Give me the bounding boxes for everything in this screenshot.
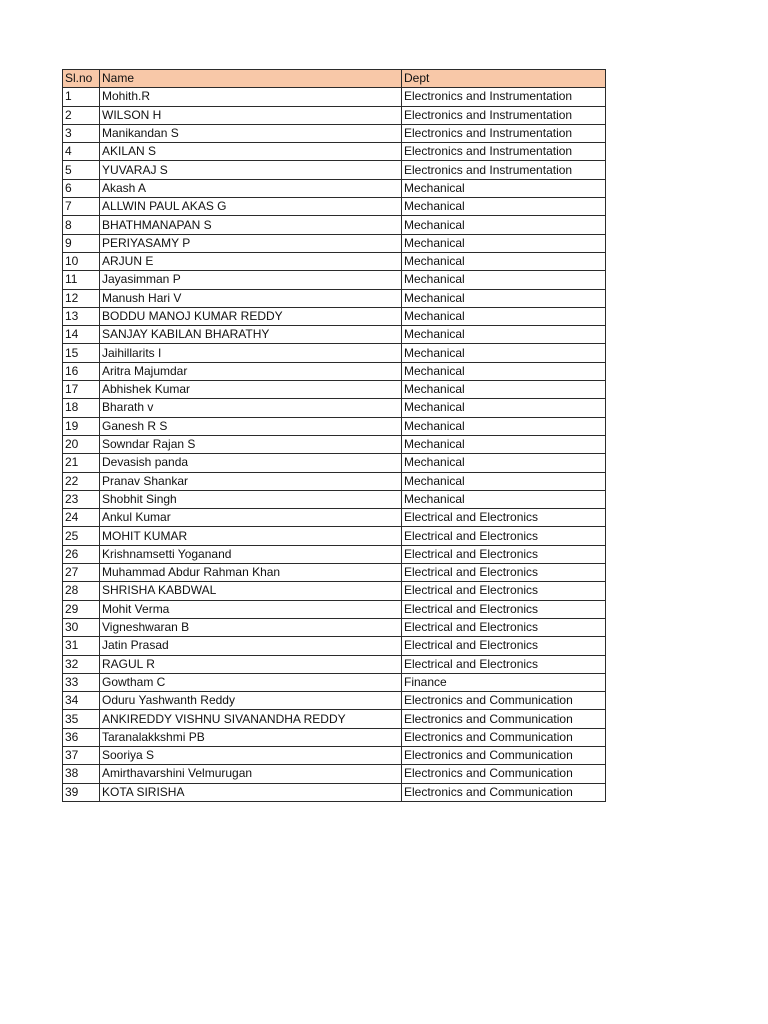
cell-name: Jatin Prasad — [100, 637, 402, 655]
cell-dept: Mechanical — [402, 472, 606, 490]
cell-name: Muhammad Abdur Rahman Khan — [100, 564, 402, 582]
cell-dept: Electronics and Instrumentation — [402, 161, 606, 179]
cell-name: Ganesh R S — [100, 417, 402, 435]
cell-name: Devasish panda — [100, 454, 402, 472]
cell-slno: 35 — [63, 710, 100, 728]
cell-dept: Mechanical — [402, 490, 606, 508]
cell-name: Amirthavarshini Velmurugan — [100, 765, 402, 783]
table-row — [63, 490, 606, 508]
cell-name: Manush Hari V — [100, 289, 402, 307]
table-row — [63, 417, 606, 435]
table-row — [63, 161, 606, 179]
table-row — [63, 728, 606, 746]
cell-name: Gowtham C — [100, 673, 402, 691]
cell-slno: 13 — [63, 307, 100, 325]
cell-name: Pranav Shankar — [100, 472, 402, 490]
cell-slno: 12 — [63, 289, 100, 307]
cell-slno: 15 — [63, 344, 100, 362]
cell-slno: 33 — [63, 673, 100, 691]
cell-name: KOTA SIRISHA — [100, 783, 402, 801]
table-row — [63, 454, 606, 472]
cell-name: YUVARAJ S — [100, 161, 402, 179]
cell-name: Aritra Majumdar — [100, 362, 402, 380]
cell-dept: Electronics and Communication — [402, 692, 606, 710]
table-row — [63, 271, 606, 289]
cell-name: PERIYASAMY P — [100, 234, 402, 252]
table-row — [63, 710, 606, 728]
cell-slno: 39 — [63, 783, 100, 801]
table-row — [63, 252, 606, 270]
cell-dept: Mechanical — [402, 417, 606, 435]
cell-slno: 37 — [63, 746, 100, 764]
cell-name: Mohit Verma — [100, 600, 402, 618]
cell-name: Sowndar Rajan S — [100, 435, 402, 453]
cell-slno: 20 — [63, 435, 100, 453]
table-row — [63, 435, 606, 453]
table-row — [63, 124, 606, 142]
cell-dept: Mechanical — [402, 289, 606, 307]
cell-slno: 5 — [63, 161, 100, 179]
table-row — [63, 564, 606, 582]
table-row — [63, 307, 606, 325]
cell-slno: 22 — [63, 472, 100, 490]
cell-dept: Mechanical — [402, 399, 606, 417]
cell-dept: Electrical and Electronics — [402, 655, 606, 673]
cell-name: Shobhit Singh — [100, 490, 402, 508]
table-row — [63, 106, 606, 124]
cell-slno: 11 — [63, 271, 100, 289]
cell-name: Sooriya S — [100, 746, 402, 764]
cell-slno: 17 — [63, 381, 100, 399]
cell-slno: 36 — [63, 728, 100, 746]
cell-slno: 32 — [63, 655, 100, 673]
cell-name: Oduru Yashwanth Reddy — [100, 692, 402, 710]
table-row — [63, 545, 606, 563]
cell-slno: 10 — [63, 252, 100, 270]
cell-name: Jayasimman P — [100, 271, 402, 289]
table-row — [63, 692, 606, 710]
cell-dept: Mechanical — [402, 234, 606, 252]
table-row — [63, 783, 606, 801]
cell-dept: Mechanical — [402, 381, 606, 399]
table-row — [63, 618, 606, 636]
cell-dept: Mechanical — [402, 344, 606, 362]
cell-dept: Mechanical — [402, 435, 606, 453]
cell-name: SANJAY KABILAN BHARATHY — [100, 326, 402, 344]
cell-slno: 18 — [63, 399, 100, 417]
table-row — [63, 362, 606, 380]
cell-name: BODDU MANOJ KUMAR REDDY — [100, 307, 402, 325]
cell-slno: 31 — [63, 637, 100, 655]
cell-dept: Electronics and Communication — [402, 746, 606, 764]
cell-name: AKILAN S — [100, 143, 402, 161]
cell-name: Bharath v — [100, 399, 402, 417]
cell-slno: 25 — [63, 527, 100, 545]
cell-dept: Mechanical — [402, 326, 606, 344]
cell-slno: 16 — [63, 362, 100, 380]
cell-slno: 28 — [63, 582, 100, 600]
cell-name: Krishnamsetti Yoganand — [100, 545, 402, 563]
cell-dept: Mechanical — [402, 362, 606, 380]
cell-name: Abhishek Kumar — [100, 381, 402, 399]
cell-dept: Electrical and Electronics — [402, 600, 606, 618]
cell-slno: 26 — [63, 545, 100, 563]
table-row — [63, 216, 606, 234]
cell-name: Mohith.R — [100, 88, 402, 106]
table-row — [63, 600, 606, 618]
student-table — [62, 69, 606, 802]
cell-dept: Electrical and Electronics — [402, 545, 606, 563]
cell-slno: 19 — [63, 417, 100, 435]
cell-name: BHATHMANAPAN S — [100, 216, 402, 234]
cell-name: Manikandan S — [100, 124, 402, 142]
table-row — [63, 198, 606, 216]
cell-dept: Mechanical — [402, 252, 606, 270]
cell-dept: Electrical and Electronics — [402, 618, 606, 636]
cell-name: ANKIREDDY VISHNU SIVANANDHA REDDY — [100, 710, 402, 728]
cell-dept: Electronics and Instrumentation — [402, 124, 606, 142]
cell-name: ALLWIN PAUL AKAS G — [100, 198, 402, 216]
cell-dept: Electrical and Electronics — [402, 509, 606, 527]
cell-dept: Electronics and Communication — [402, 765, 606, 783]
cell-slno: 3 — [63, 124, 100, 142]
cell-name: SHRISHA KABDWAL — [100, 582, 402, 600]
cell-dept: Electronics and Instrumentation — [402, 88, 606, 106]
header-dept: Dept — [402, 70, 606, 88]
table-row — [63, 234, 606, 252]
header-name: Name — [100, 70, 402, 88]
cell-dept: Electronics and Communication — [402, 728, 606, 746]
cell-slno: 4 — [63, 143, 100, 161]
cell-slno: 6 — [63, 179, 100, 197]
table-row — [63, 326, 606, 344]
cell-slno: 2 — [63, 106, 100, 124]
table-row — [63, 527, 606, 545]
cell-dept: Mechanical — [402, 179, 606, 197]
table-row — [63, 143, 606, 161]
header-slno: Sl.no — [63, 70, 100, 88]
cell-slno: 9 — [63, 234, 100, 252]
table-row — [63, 472, 606, 490]
table-body — [63, 88, 606, 802]
cell-name: RAGUL R — [100, 655, 402, 673]
cell-dept: Mechanical — [402, 216, 606, 234]
table-row — [63, 88, 606, 106]
cell-slno: 38 — [63, 765, 100, 783]
table-row — [63, 289, 606, 307]
table-row — [63, 399, 606, 417]
table-row — [63, 637, 606, 655]
table-header-row — [63, 70, 606, 88]
table-row — [63, 509, 606, 527]
table-row — [63, 179, 606, 197]
table-row — [63, 746, 606, 764]
cell-dept: Mechanical — [402, 271, 606, 289]
table-row — [63, 344, 606, 362]
cell-slno: 1 — [63, 88, 100, 106]
cell-slno: 34 — [63, 692, 100, 710]
cell-dept: Electronics and Instrumentation — [402, 143, 606, 161]
cell-slno: 30 — [63, 618, 100, 636]
cell-name: Taranalakkshmi PB — [100, 728, 402, 746]
cell-dept: Mechanical — [402, 307, 606, 325]
cell-name: Vigneshwaran B — [100, 618, 402, 636]
table-row — [63, 655, 606, 673]
cell-dept: Electronics and Communication — [402, 783, 606, 801]
table-row — [63, 582, 606, 600]
cell-slno: 27 — [63, 564, 100, 582]
cell-name: Akash A — [100, 179, 402, 197]
cell-dept: Electronics and Instrumentation — [402, 106, 606, 124]
cell-slno: 21 — [63, 454, 100, 472]
cell-name: Jaihillarits I — [100, 344, 402, 362]
cell-slno: 29 — [63, 600, 100, 618]
cell-name: Ankul Kumar — [100, 509, 402, 527]
cell-slno: 24 — [63, 509, 100, 527]
cell-dept: Finance — [402, 673, 606, 691]
cell-dept: Electrical and Electronics — [402, 582, 606, 600]
cell-dept: Mechanical — [402, 454, 606, 472]
cell-slno: 8 — [63, 216, 100, 234]
cell-slno: 23 — [63, 490, 100, 508]
cell-slno: 14 — [63, 326, 100, 344]
table-row — [63, 765, 606, 783]
cell-slno: 7 — [63, 198, 100, 216]
cell-dept: Electrical and Electronics — [402, 637, 606, 655]
cell-dept: Electrical and Electronics — [402, 564, 606, 582]
table-row — [63, 381, 606, 399]
cell-name: WILSON H — [100, 106, 402, 124]
cell-dept: Electronics and Communication — [402, 710, 606, 728]
cell-name: MOHIT KUMAR — [100, 527, 402, 545]
cell-dept: Mechanical — [402, 198, 606, 216]
cell-dept: Electrical and Electronics — [402, 527, 606, 545]
table-row — [63, 673, 606, 691]
cell-name: ARJUN E — [100, 252, 402, 270]
